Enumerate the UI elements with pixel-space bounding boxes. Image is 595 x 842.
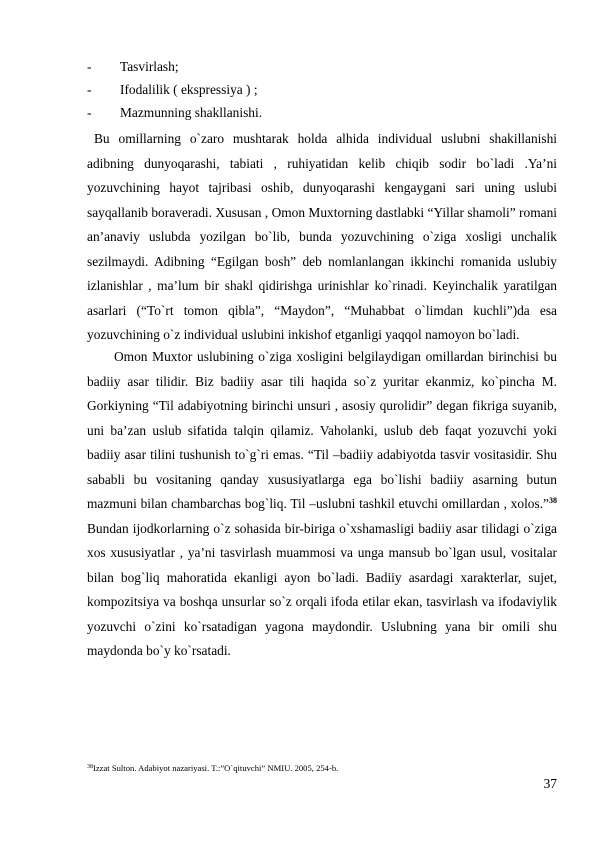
list-marker: - [87, 82, 92, 97]
list-item [87, 101, 557, 124]
bullet-list [87, 55, 557, 124]
list-marker: - [87, 59, 92, 74]
footnote-text: Izzat Sulton. Adabiyot nazariyasi. T.:”O`qituvchi” NMIU. 2005, 254-b. [93, 763, 339, 773]
paragraph-omillar: Bu omillarning o`zaro mushtarak holda alhida individual uslubni shakillanishi adibning dunyoqarashi, tabiati , ruhiyatidan kelib chiqib sodir bo`ladi .Ya’ni yozuvchining hayot tajribasi oshib, dunyoqarashi kengaygani sari uning uslubi sayqallanib boraveradi. Xususan , Omon Muxtorning dastlabki “Yillar shamoli” romani an’anaviy uslubda yozilgan bo`lib, bunda yozuvchining o`ziga xosligi unchalik sezilmaydi. Adibning “Egilgan bosh” deb nomlanlangan ikkinchi romanida uslubiy izlanishlar , ma’lum bir shakl qidirishga urinishlar ko`rinadi. Keyinchalik yaratilgan asarlari (“To`rt tomon qibla”, “Maydon”, “Muhabbat o`limdan kuchli”)da esa yozuvchining o`z individual uslubini inkishof etganligi yaqqol namoyon bo`ladi. [87, 131, 557, 342]
footnote [87, 762, 557, 774]
list-item-text: Tasvirlash; [120, 59, 179, 74]
list-item-text: Mazmunning shakllanishi. [120, 105, 263, 120]
paragraph-text-after-ref: Bundan ijodkorlarning o`z sohasida bir-biriga o`xshamasligi badiiy asar tilidagi o`ziga xos xususiyatlar , ya’ni tasvirlash muammosi va unga mansub bo`lgan usul, vositalar bilan bog`liq mahoratida ekanligi ayon bo`ladi. Badiiy asardagi xarakterlar, sujet, kompozitsiya va boshqa unsurlar so`z orqali ifoda etilar ekan, tasvirlash va ifodaviylik yozuvchi o`zini ko`rsatadigan yagona maydondir. Uslubning yana bir omili shu maydonda bo`y ko`rsatadi. [87, 520, 557, 658]
paragraph-uslub-tili [87, 345, 557, 664]
list-item [87, 78, 557, 101]
list-marker: - [87, 105, 92, 120]
footnote-reference: 38 [549, 496, 557, 505]
page-number: 37 [543, 776, 557, 791]
footnote-number: 38 [87, 764, 93, 770]
list-item [87, 55, 557, 78]
list-item-text: Ifodalilik ( ekspressiya ) ; [120, 82, 258, 97]
paragraph-text-before-ref: Omon Muxtor uslubining o`ziga xosligini belgilaydigan omillardan birinchisi bu badiiy asar tilidir. Biz badiiy asar tili haqida so`z yuritar ekanmiz, ko`pincha M. Gorkiyning “Til adabiyotning birinchi unsuri , asosiy qurolidir” degan fikriga suyanib, uni ba’zan uslub sifatida talqin qilamiz. Vaholanki, uslub deb faqat yozuvchi yoki badiiy asar tilini tushunish to`g`ri emas. “Til –badiiy adabiyotda tasvir vositasidir. Shu sababli bu vositaning qanday xususiyatlarga ega bo`lishi badiiy asarning butun mazmuni bilan chambarchas bog`liq. Til –uslubni tashkil etuvchi omillardan , xolos.” [87, 349, 557, 511]
